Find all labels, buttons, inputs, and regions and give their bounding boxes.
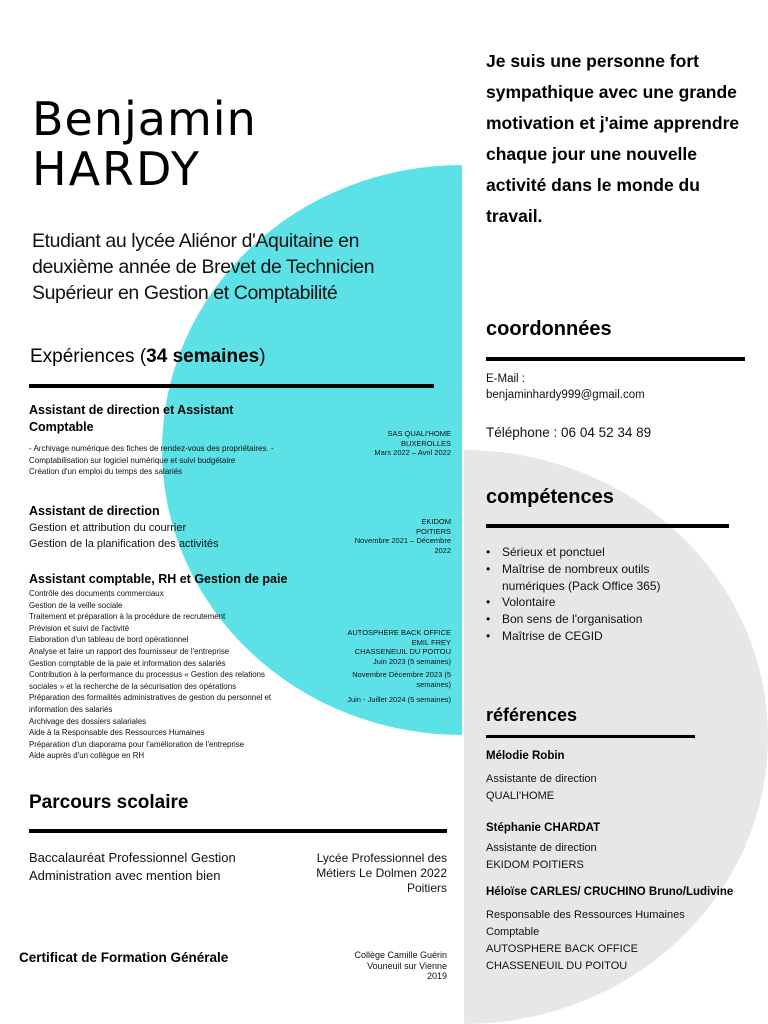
job-2-org-line: EKIDOM: [421, 517, 451, 526]
job-3-task: Contrôle des documents commerciaux: [29, 589, 164, 598]
bac-school-line: Poitiers: [406, 881, 447, 895]
bac-diploma-line: Baccalauréat Professionnel Gestion: [29, 850, 236, 865]
job-3-period-line: Juin - Juillet 2024 (5 semaines): [347, 695, 451, 704]
job-1-org-line: BUXEROLLES: [400, 438, 451, 448]
reference-3-line: AUTOSPHERE BACK OFFICE: [486, 943, 638, 955]
reference-2-name: Stéphanie CHARDAT: [486, 822, 601, 834]
bac-diploma: [29, 849, 289, 885]
reference-2-line: EKIDOM POITIERS: [486, 859, 584, 871]
cfg-school-line: Collège Camille Guérin: [354, 950, 447, 960]
job-1-tasks: [29, 443, 349, 478]
intro-text: Etudiant au lycée Aliénor d'Aquitaine en deuxième année de Brevet de Technicien Supérieur en Gestion et Comptabilité: [32, 230, 375, 304]
job-3-org-line: AUTOSPHERE BACK OFFICE: [347, 628, 451, 637]
job-2-organization: [330, 517, 451, 555]
job-1-organization: [330, 429, 451, 458]
skills-heading: compétences: [486, 486, 614, 508]
job-3-task: Préparation d'un diaporama pour l'amélioration de l'entreprise: [29, 739, 245, 749]
job-1-task: Comptabilisation sur logiciel numérique et suivi budgétaire: [29, 455, 236, 465]
reference-3-details: [486, 907, 685, 975]
email-address[interactable]: benjaminhardy999@gmail.com: [486, 389, 645, 401]
reference-3-line: Comptable: [486, 926, 540, 938]
job-2-task: Gestion et attribution du courrier: [29, 522, 187, 534]
job-2-org-line: Novembre 2021 – Décembre: [354, 536, 451, 545]
reference-2-details: [486, 840, 597, 874]
education-heading: Parcours scolaire: [29, 792, 189, 813]
job-2-tasks: [29, 521, 329, 552]
job-3-period-line: semaines): [416, 679, 451, 689]
contact-heading: coordonnées: [486, 318, 612, 340]
skill-item: • Volontaire: [486, 594, 701, 611]
job-3-org-line: EMIL FREY: [411, 637, 451, 647]
first-name: Benjamin: [32, 92, 257, 146]
cfg-school-line: Vouneuil sur Vienne: [367, 960, 447, 971]
job-3-task: Gestion de la veille sociale: [29, 600, 123, 610]
personal-tagline: Je suis une personne fort sympathique avec une grande motivation et j'aime apprendre chaque jour une nouvelle activité dans le monde du travail.: [486, 51, 740, 226]
job-3-task: Archivage des dossiers salariales: [29, 716, 147, 726]
job-1-task: - Archivage numérique des fiches de rendez-vous des propriétaires. -: [29, 444, 274, 453]
contact-divider: [486, 357, 745, 361]
job-3-task: information des salariés: [29, 704, 113, 714]
job-3-org-line: CHASSENEUIL DU POITOU: [354, 647, 451, 656]
experiences-heading: [30, 346, 266, 368]
job-3-task: Gestion comptable de la paie et information des salariés: [29, 658, 226, 668]
experiences-heading-suffix: ): [259, 346, 266, 367]
skill-item: • Maîtrise de CEGID: [486, 628, 701, 645]
skills-divider: [486, 524, 729, 528]
job-3-task: Prévision et suivi de l'activité: [29, 623, 130, 633]
job-3-period-line: Novembre Décembre 2023 (5: [352, 670, 451, 679]
job-3-period-3: [315, 695, 451, 705]
job-2-title: Assistant de direction: [29, 504, 160, 518]
job-1-org-line: SAS QUALI'HOME: [387, 429, 451, 438]
cfg-school-line: 2019: [426, 971, 447, 981]
bac-diploma-line: Administration avec mention bien: [29, 868, 221, 883]
phone-number[interactable]: Téléphone : 06 04 52 34 89: [486, 425, 652, 440]
cfg-diploma: Certificat de Formation Générale: [19, 950, 229, 965]
references-heading: références: [486, 705, 578, 725]
skill-item: • Bon sens de l'organisation: [486, 611, 701, 628]
job-2-org-line: POITIERS: [415, 526, 451, 536]
experiences-heading-duration: 34 semaines: [146, 346, 260, 367]
job-3-task: sociales » et la recherche de la sécurisation des opérations: [29, 681, 237, 691]
references-divider: [486, 735, 695, 738]
reference-3-line: Responsable des Ressources Humaines: [486, 909, 685, 921]
experiences-divider: [29, 384, 434, 388]
experiences-heading-prefix: Expériences (: [30, 346, 147, 367]
job-3-task: Traitement et préparation à la procédure de recrutement: [29, 612, 226, 622]
bac-school-line: Lycée Professionnel des: [316, 851, 447, 865]
job-3-task: Aide auprès d'un collègue en RH: [29, 751, 145, 761]
bac-school: [296, 851, 447, 896]
cfg-school: [320, 950, 447, 982]
reference-1-details: [486, 771, 597, 805]
bac-school-line: Métiers Le Dolmen 2022: [316, 866, 447, 880]
job-2-org-line: 2022: [434, 545, 451, 555]
job-3-period-2: [315, 670, 451, 689]
education-divider: [29, 829, 447, 833]
job-3-task: Analyse et faire un rapport des fournisseur de l'entreprise: [29, 646, 230, 656]
reference-1-line: QUALI'HOME: [486, 790, 555, 802]
reference-1-name: Mélodie Robin: [486, 750, 565, 762]
reference-1-line: Assistante de direction: [486, 773, 597, 785]
job-1-title: Assistant de direction et Assistant Comptable: [29, 403, 234, 434]
reference-3-line: CHASSENEUIL DU POITOU: [486, 960, 628, 972]
skill-item: • Maîtrise de nombreux outils numériques (Pack Office 365): [486, 561, 701, 595]
job-1-task: Création d'un emploi du temps des salariés: [29, 467, 183, 476]
job-1-org-line: Mars 2022 – Avril 2022: [374, 448, 451, 457]
last-name: HARDY: [32, 142, 202, 196]
job-3-org-line: Juin 2023 (5 semaines): [373, 656, 451, 666]
reference-3-name: Héloïse CARLES/ CRUCHINO Bruno/Ludivine: [486, 886, 734, 898]
job-3-organization: [315, 628, 451, 666]
job-3-task: Aide à la Responsable des Ressources Humaines: [29, 728, 205, 738]
job-3-tasks: [29, 588, 329, 762]
email-label: E-Mail :: [486, 373, 525, 385]
job-3-title: Assistant comptable, RH et Gestion de paie: [29, 572, 288, 586]
job-2-task: Gestion de la planification des activités: [29, 537, 219, 550]
skill-item: • Sérieux et ponctuel: [486, 544, 701, 561]
reference-2-line: Assistante de direction: [486, 842, 597, 854]
job-3-task: Préparation des formalités administratives de gestion du personnel et: [29, 693, 272, 703]
job-3-task: Contribution à la performance du processus « Gestion des relations: [29, 670, 265, 680]
skills-list: [486, 544, 701, 645]
job-3-task: Elaboration d'un tableau de bord opérationnel: [29, 635, 189, 645]
